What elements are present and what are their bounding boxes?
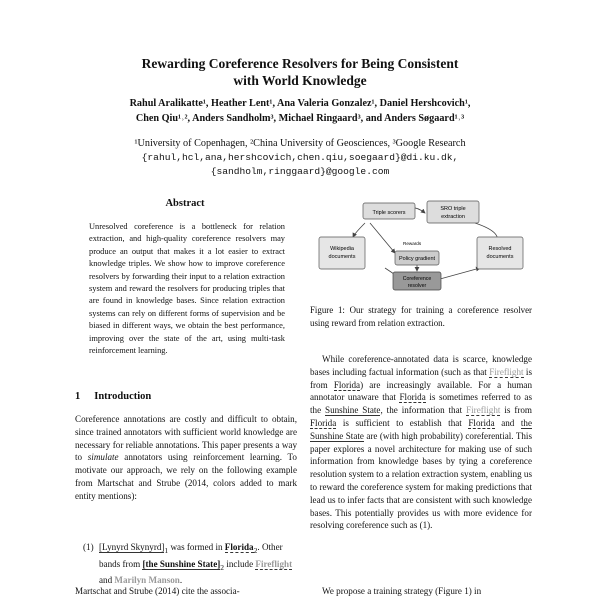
label-triple-scorers: Triple scorers	[372, 210, 406, 216]
text-run: Coreference annotations are costly and difficult to obtain, since trained annotators with sufficient world knowledge are necessary for reliable annotations. This paper presents a way to	[75, 414, 297, 463]
section-number: 1	[75, 391, 81, 402]
label-coref-line-2: resolver	[407, 283, 427, 289]
text-run: and	[99, 575, 115, 586]
title-line-1: Rewarding Coreference Resolvers for Being Consistent	[141, 56, 459, 71]
right-paragraph-2: We propose a training strategy (Figure 1) in	[322, 586, 482, 596]
affiliations: ¹University of Copenhagen, ²China University of Geosciences, ³Google Research	[134, 138, 466, 149]
emails-line-1: {rahul,hcl,ana,hershcovich,chen.qiu,soegaard}@di.ku.dk,	[141, 152, 459, 163]
label-sro-line-1: SRO triple	[440, 206, 466, 212]
box-resolved-documents	[477, 237, 523, 269]
strategy-diagram	[305, 193, 535, 298]
mention-fireflight: Fireflight	[466, 405, 501, 416]
right-paragraph-1	[310, 353, 532, 532]
mention-florida: Florida	[399, 392, 426, 403]
mention-index: 1	[164, 545, 169, 555]
text-run: .	[179, 575, 183, 586]
label-wiki-line-1: Wikipedia	[330, 246, 354, 252]
label-coref-line-1: Coreference	[402, 276, 432, 282]
mention-fireflight: Fireflight	[489, 366, 524, 377]
text-run: is from	[500, 405, 533, 416]
label-sro-line-2: extraction	[441, 214, 465, 220]
mention-florida: Florida	[468, 417, 495, 428]
author-list	[80, 96, 520, 126]
text-run: are (with high probability) coreferential. This paper explores a novel architecture for making use of such information from knowledge bases by tying a coreference resolution system to a relation extraction system, enabling us to reward the coreference system for making predictions that lead us to infer facts that are consistent with such knowledge bases. This potentially provides us with more evidence for resolving coreference such as (1).	[310, 430, 532, 531]
title-line-2: with World Knowledge	[233, 73, 367, 88]
authors-line-1: Rahul Aralikatte¹, Heather Lent¹, Ana Valeria Gonzalez¹, Daniel Hershcovich¹,	[129, 98, 471, 109]
box-triple-scorers	[363, 203, 415, 219]
emphasis-run: simulate	[87, 452, 119, 463]
figure-1-diagram	[305, 193, 535, 298]
label-rewards: Rewards	[403, 241, 422, 246]
text-run: , the information that	[380, 405, 467, 416]
mention-florida: Florida	[224, 542, 254, 552]
mention-sunshine-state: the Sunshine State	[310, 417, 532, 441]
text-run: . Other bands from	[99, 542, 283, 569]
text-run: is sometimes referred to as the	[310, 392, 532, 416]
example-number: (1)	[83, 542, 94, 552]
mention-fireflight: Fireflight	[255, 558, 293, 569]
label-resolved-line-2: documents	[486, 254, 514, 260]
text-run: is sufficient to establish that	[336, 417, 469, 428]
section-heading-introduction	[75, 391, 151, 402]
abstract-text: Unresolved coreference is a bottleneck for relation extraction, and high-quality coreference resolvers may produce an output that makes it a lot easier to extract knowledge triples. We show how to improve coreference resolvers by forwarding their input to a relation extraction system and reward the resolvers for producing triples that are found in knowledge bases. Since relation extraction systems can rely on different forms of supervision and be biased in different ways, we obtain the best performance, improving over the state of the art, using multi-task reinforcement learning.	[89, 222, 285, 356]
text-run: is from	[310, 366, 532, 390]
label-wiki-line-2: documents	[328, 254, 356, 260]
text-run: and	[494, 417, 521, 428]
text-run: ) are increasingly available. For a human annotator unaware that	[310, 379, 532, 403]
box-coreference-resolver	[393, 272, 441, 290]
figure-1-caption: Figure 1: Our strategy for training a coreference resolver using reward from relation extraction.	[310, 305, 532, 328]
arrow-scorers-to-wiki	[353, 223, 365, 237]
intro-paragraph-2: Martschat and Strube (2014) cite the associa-	[75, 586, 240, 596]
text-run: annotators using reinforcement learning. To motivate our approach, we rely on the following example from Martschat and Strube (2014, colors added to mark entity mentions):	[75, 452, 297, 501]
paper-title	[100, 55, 500, 89]
mention-lynyrd-skynyrd: [Lynyrd Skynyrd]	[99, 542, 165, 552]
label-policy-gradient: Policy gradient	[398, 256, 436, 262]
box-sro-extraction	[427, 201, 479, 223]
box-wikipedia-documents	[319, 237, 365, 269]
mention-florida: Florida	[310, 417, 337, 428]
example-body	[99, 541, 297, 587]
text-run: While coreference-annotated data is scarce, knowledge bases including factual information (such as that	[310, 354, 532, 377]
intro-paragraph-1	[75, 413, 297, 503]
arrow-rewards	[370, 223, 395, 253]
affiliations-block	[70, 137, 530, 179]
abstract-heading: Abstract	[165, 198, 205, 209]
text-run: was formed in	[168, 542, 225, 552]
arrow-resolver-to-resolved	[440, 268, 480, 279]
mention-sunshine-state: Sunshine State	[325, 405, 381, 416]
authors-line-2: Chen Qiu¹˒², Anders Sandholm³, Michael Ringaard³, and Anders Søgaard¹˒³	[135, 113, 465, 124]
box-policy-gradient	[395, 251, 439, 265]
mention-sunshine-state: [the Sunshine State]	[142, 558, 221, 569]
mention-index: 2	[253, 545, 258, 555]
mention-index: 2	[220, 562, 225, 572]
mention-marilyn-manson: Marilyn Manson	[114, 575, 180, 586]
example-1	[75, 541, 297, 587]
mention-florida: Florida	[333, 379, 361, 390]
text-run: include	[224, 558, 256, 569]
emails-line-2: {sandholm,ringgaard}@google.com	[210, 166, 390, 177]
label-resolved-line-1: Resolved	[488, 246, 512, 252]
section-title: Introduction	[94, 391, 152, 402]
